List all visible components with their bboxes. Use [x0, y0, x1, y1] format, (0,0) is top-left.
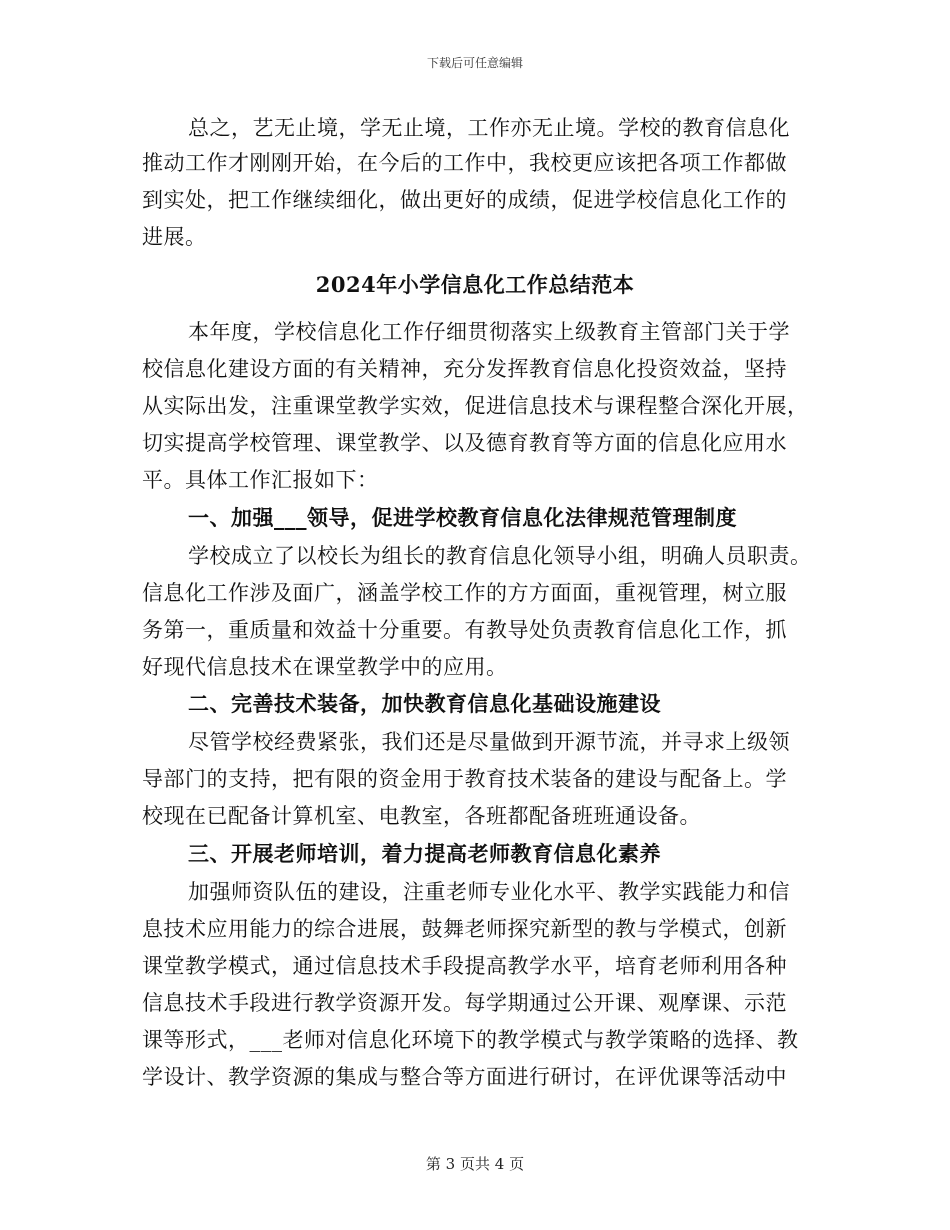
section-1-line-2: 信息化工作涉及面广，涵盖学校工作的方方面面，重视管理，树立服	[142, 581, 787, 605]
section-3-line-6: 学设计、教学资源的集成与整合等方面进行研讨，在评优课等活动中	[142, 1065, 787, 1089]
section-1-line-1: 学校成立了以校长为组长的教育信息化领导小组，明确人员职责。	[188, 544, 812, 568]
section-1-line-3: 务第一，重质量和效益十分重要。有教导处负责教育信息化工作，抓	[142, 618, 787, 642]
section-2-line-3: 校现在已配备计算机室、电教室，各班都配备班班通设备。	[142, 804, 701, 828]
section-3-line-1: 加强师资队伍的建设，注重老师专业化水平、教学实践能力和信	[188, 880, 790, 904]
page-header-note: 下载后可任意编辑	[426, 56, 523, 70]
intro-line-3: 到实处，把工作继续细化，做出更好的成绩，促进学校信息化工作的	[142, 188, 787, 212]
section-1-line-4: 好现代信息技术在课堂教学中的应用。	[142, 655, 508, 679]
paragraph-1-line-4: 切实提高学校管理、课堂教学、以及德育教育等方面的信息化应用水	[142, 431, 787, 455]
paragraph-1-line-5: 平。具体工作汇报如下：	[142, 468, 379, 492]
section-2-line-2: 导部门的支持，把有限的资金用于教育技术装备的建设与配备上。学	[142, 767, 787, 791]
section-2-heading: 二、完善技术装备，加快教育信息化基础设施建设	[188, 691, 661, 716]
section-2-line-1: 尽管学校经费紧张，我们还是尽量做到开源节流，并寻求上级领	[188, 730, 790, 754]
intro-line-4: 进展。	[142, 225, 207, 249]
section-1-heading: 一、加强___领导，促进学校教育信息化法律规范管理制度	[188, 505, 737, 530]
section-3-line-5: 课等形式，___老师对信息化环境下的教学模式与教学策略的选择、教	[142, 1028, 799, 1052]
paragraph-1-line-2: 校信息化建设方面的有关精神，充分发挥教育信息化投资效益，坚持	[142, 357, 787, 381]
section-3-line-2: 息技术应用能力的综合进展，鼓舞老师探究新型的教与学模式，创新	[142, 917, 787, 941]
page-number-footer: 第 3 页共 4 页	[425, 1155, 525, 1173]
document-title: 2024年小学信息化工作总结范本	[315, 272, 635, 297]
section-3-line-4: 信息技术手段进行教学资源开发。每学期通过公开课、观摩课、示范	[142, 991, 787, 1015]
paragraph-1-line-1: 本年度，学校信息化工作仔细贯彻落实上级教育主管部门关于学	[188, 320, 790, 344]
intro-line-1: 总之，艺无止境，学无止境，工作亦无止境。学校的教育信息化	[188, 116, 790, 140]
intro-line-2: 推动工作才刚刚开始，在今后的工作中，我校更应该把各项工作都做	[142, 151, 787, 175]
section-3-line-3: 课堂教学模式，通过信息技术手段提高教学水平，培育老师利用各种	[142, 954, 787, 978]
section-3-heading: 三、开展老师培训，着力提高老师教育信息化素养	[188, 841, 661, 866]
paragraph-1-line-3: 从实际出发，注重课堂教学实效，促进信息技术与课程整合深化开展，	[142, 394, 809, 418]
